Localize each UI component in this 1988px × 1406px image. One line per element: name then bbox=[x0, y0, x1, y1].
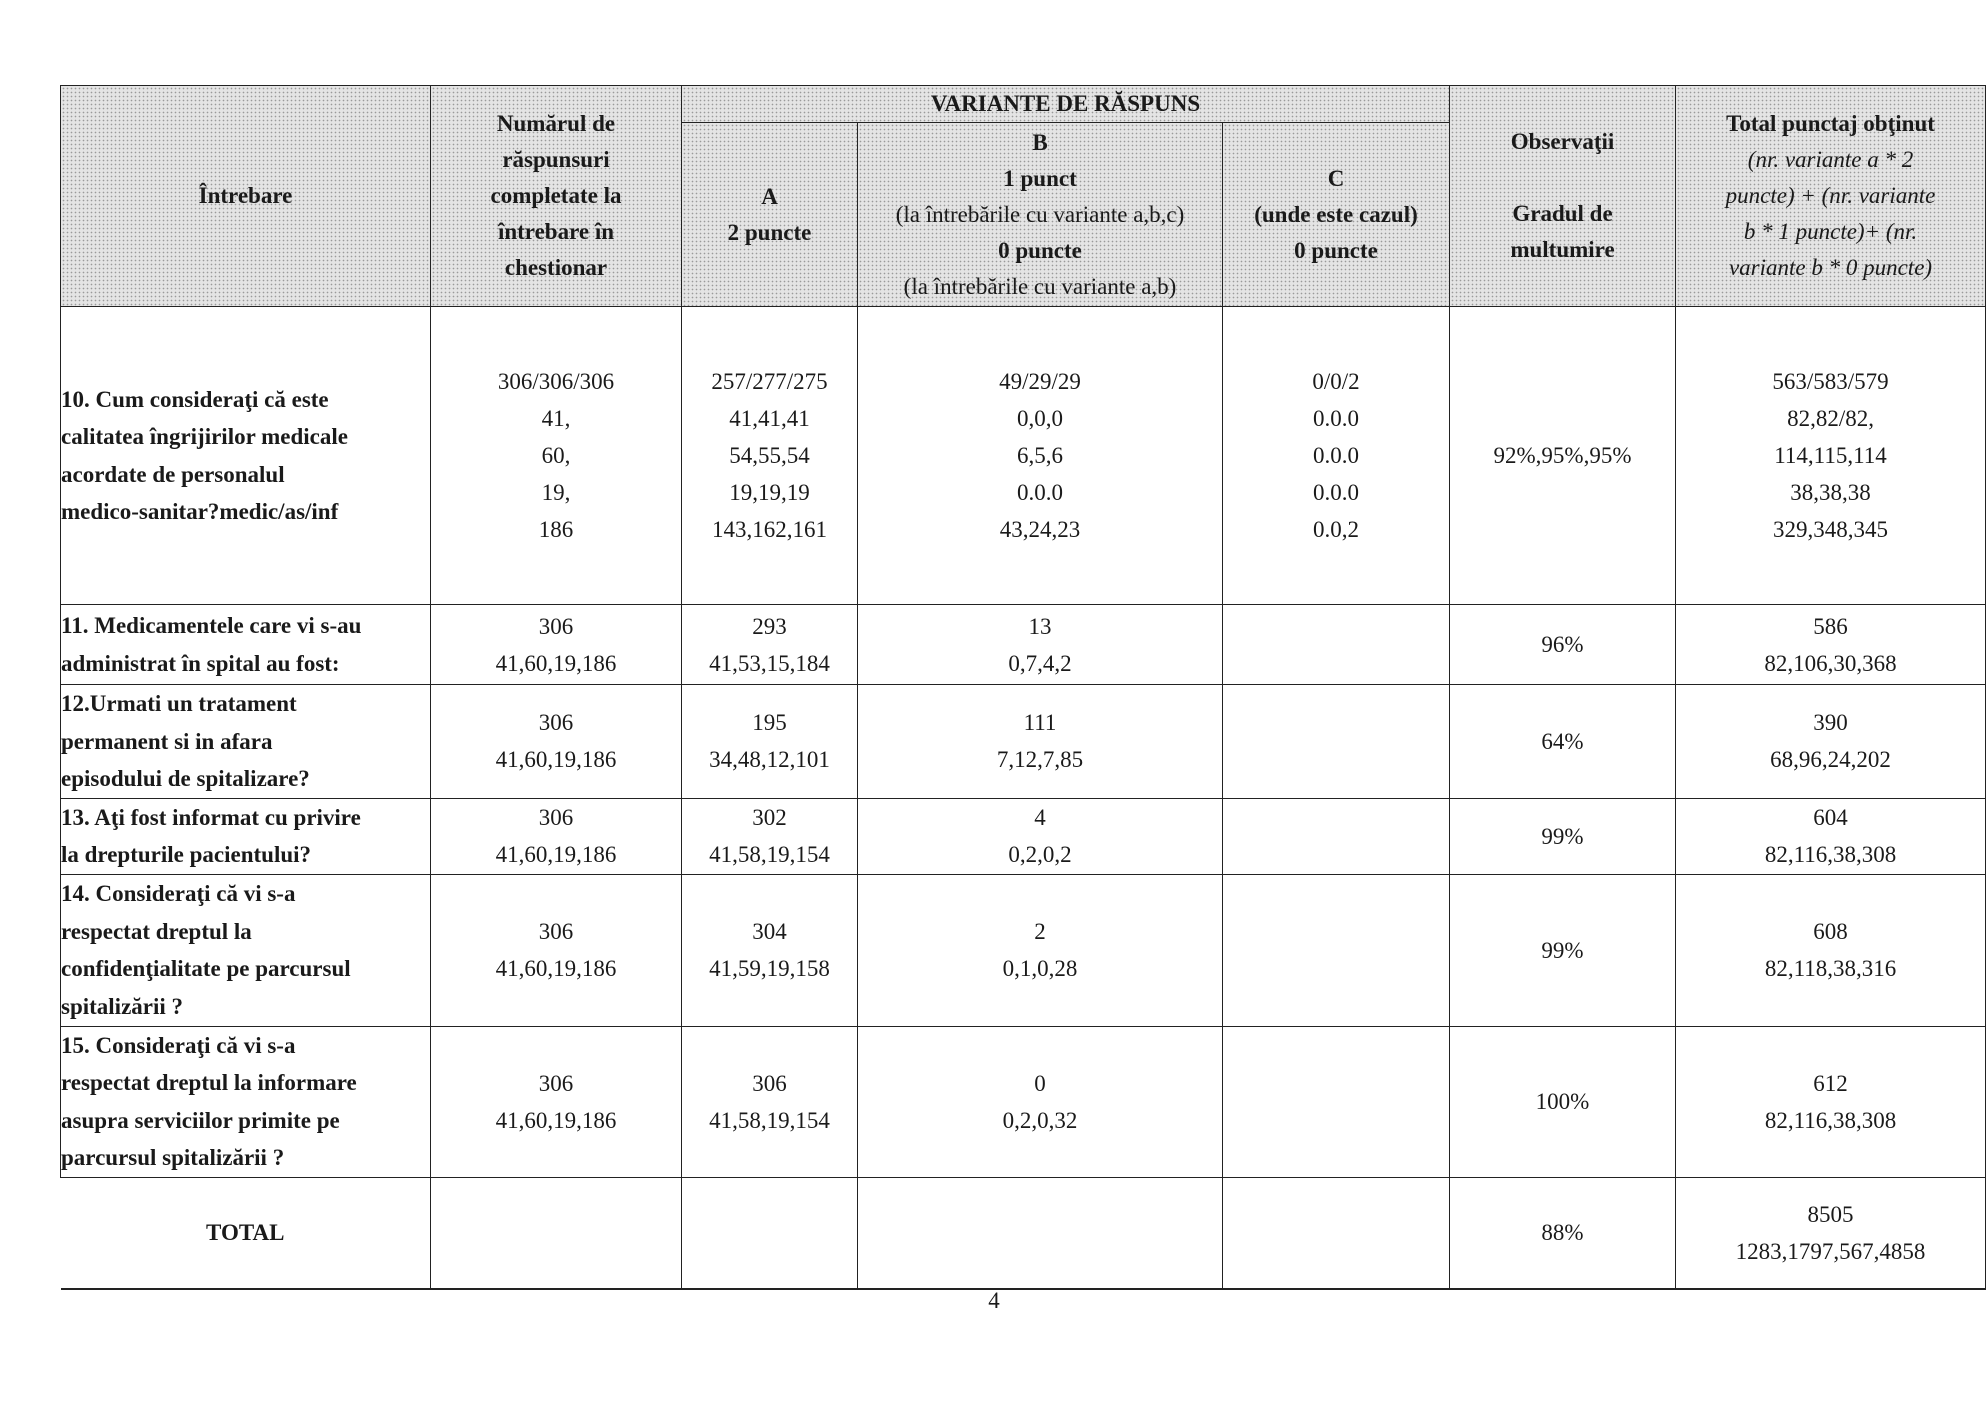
value-line: 0.0.0 bbox=[1313, 443, 1359, 468]
question-cell bbox=[61, 874, 431, 1026]
value-line: 92%,95%,95% bbox=[1493, 443, 1632, 468]
value-line: 306 bbox=[538, 1070, 574, 1096]
value-line: 41,60,19,186 bbox=[495, 842, 617, 867]
value-line: 329,348,345 bbox=[1773, 517, 1889, 542]
header-gradul-line: Gradul de bbox=[1512, 201, 1613, 226]
header-a-line: 2 puncte bbox=[727, 219, 812, 245]
value-line: 563/583/579 bbox=[1772, 369, 1889, 394]
header-variant-b bbox=[858, 123, 1223, 307]
value-line: 82,116,38,308 bbox=[1764, 842, 1897, 867]
value-line: 100% bbox=[1535, 1089, 1590, 1114]
value-line: 41,60,19,186 bbox=[495, 650, 617, 676]
table-row bbox=[61, 307, 1986, 605]
total-punctaj-cell bbox=[1676, 605, 1986, 685]
variant-a-cell bbox=[682, 798, 858, 874]
value-line: 68,96,24,202 bbox=[1770, 747, 1891, 773]
value-line: 0,1,0,28 bbox=[1002, 956, 1078, 981]
question-line: 14. Consideraţi că vi s-a bbox=[61, 881, 296, 906]
value-line: 64% bbox=[1541, 728, 1584, 754]
header-variant-a bbox=[682, 123, 858, 307]
variant-b-cell bbox=[858, 605, 1223, 685]
header-intrebare: Întrebare bbox=[61, 86, 431, 307]
value-line: 143,162,161 bbox=[712, 517, 827, 542]
value-line: 2 bbox=[1034, 919, 1046, 944]
question-line: permanent si in afara bbox=[61, 728, 273, 754]
numar-cell bbox=[431, 685, 682, 799]
variant-b-cell bbox=[858, 1177, 1223, 1289]
question-line: 12.Urmati un tratament bbox=[61, 691, 297, 716]
header-total-formula-line: b * 1 puncte)+ (nr. bbox=[1743, 219, 1918, 244]
header-numarul-line: chestionar bbox=[504, 255, 608, 280]
question-cell bbox=[61, 685, 431, 799]
value-line: 0/0/2 bbox=[1312, 369, 1360, 394]
variant-c-cell bbox=[1223, 685, 1450, 799]
table-row bbox=[61, 685, 1986, 799]
value-line: 0,2,0,2 bbox=[1008, 842, 1072, 867]
header-numarul-line: răspunsuri bbox=[502, 147, 610, 172]
total-row bbox=[61, 1177, 1986, 1289]
numar-cell bbox=[431, 1177, 682, 1289]
header-numarul-line: completate la bbox=[490, 183, 622, 208]
table-row bbox=[61, 605, 1986, 685]
survey-results-table bbox=[60, 85, 1986, 1290]
variant-b-cell bbox=[858, 685, 1223, 799]
header-numarul-line: Numărul de bbox=[496, 111, 616, 136]
question-line: calitatea îngrijirilor medicale bbox=[61, 424, 348, 449]
variant-c-cell bbox=[1223, 1026, 1450, 1177]
value-line: 41,60,19,186 bbox=[495, 956, 617, 981]
grad-multumire-cell bbox=[1450, 605, 1676, 685]
value-line: 82,82/82, bbox=[1787, 406, 1874, 431]
header-variante-de-raspuns: VARIANTE DE RĂSPUNS bbox=[682, 86, 1450, 123]
question-line: 11. Medicamentele care vi s-au bbox=[61, 613, 362, 638]
question-cell bbox=[61, 307, 431, 605]
variant-c-cell bbox=[1223, 874, 1450, 1026]
value-line: 0.0.0 bbox=[1313, 480, 1359, 505]
header-b-points: 1 punct bbox=[1003, 165, 1077, 191]
table-row bbox=[61, 874, 1986, 1026]
value-line: 304 bbox=[752, 919, 787, 944]
value-line: 38,38,38 bbox=[1790, 480, 1871, 505]
table-row bbox=[61, 798, 1986, 874]
question-line: 15. Consideraţi că vi s-a bbox=[61, 1032, 296, 1058]
value-line: 306 bbox=[752, 1070, 787, 1096]
value-line: 306 bbox=[538, 805, 574, 830]
numar-cell bbox=[431, 605, 682, 685]
question-line: respectat dreptul la informare bbox=[61, 1070, 357, 1095]
value-line: 0.0.0 bbox=[1017, 480, 1063, 505]
value-line: 41, bbox=[541, 406, 571, 431]
total-punctaj-cell bbox=[1676, 307, 1986, 605]
value-line: 0,0,0 bbox=[1017, 406, 1063, 431]
question-line: 13. Aţi fost informat cu privire bbox=[61, 804, 361, 830]
variant-a-cell bbox=[682, 1026, 858, 1177]
variant-b-cell bbox=[858, 1026, 1223, 1177]
grad-multumire-cell bbox=[1450, 798, 1676, 874]
value-line: 49/29/29 bbox=[999, 369, 1081, 394]
header-a-line: A bbox=[761, 183, 778, 209]
numar-cell bbox=[431, 307, 682, 605]
header-observatii-gradul bbox=[1450, 86, 1676, 307]
value-line: 41,60,19,186 bbox=[495, 1107, 617, 1133]
header-b-zero-points: 0 puncte bbox=[998, 237, 1082, 263]
table-row bbox=[61, 1026, 1986, 1177]
value-line: 604 bbox=[1813, 805, 1848, 830]
question-cell bbox=[61, 798, 431, 874]
value-line: 82,118,38,316 bbox=[1764, 956, 1897, 981]
value-line: 0.0.0 bbox=[1313, 406, 1359, 431]
question-line: episodului de spitalizare? bbox=[61, 766, 310, 791]
variant-a-cell bbox=[682, 1177, 858, 1289]
header-total-formula-line: (nr. variante a * 2 bbox=[1747, 147, 1914, 172]
value-line: 82,116,38,308 bbox=[1764, 1107, 1897, 1133]
question-line: confidenţialitate pe parcursul bbox=[61, 956, 351, 981]
question-line: asupra serviciilor primite pe bbox=[61, 1107, 340, 1133]
question-line: parcursul spitalizării ? bbox=[61, 1145, 285, 1170]
page-number: 4 bbox=[988, 1288, 1000, 1313]
value-line: 0,7,4,2 bbox=[1008, 650, 1072, 676]
question-line: spitalizării ? bbox=[61, 993, 184, 1019]
header-c-letter: C bbox=[1327, 165, 1345, 191]
value-line: 41,41,41 bbox=[729, 406, 810, 431]
variant-c-cell bbox=[1223, 605, 1450, 685]
variant-c-cell bbox=[1223, 307, 1450, 605]
variant-a-cell bbox=[682, 874, 858, 1026]
question-line: medico-sanitar?medic/as/inf bbox=[61, 499, 339, 524]
value-line: 586 bbox=[1813, 613, 1848, 639]
grad-multumire-cell bbox=[1450, 1026, 1676, 1177]
header-gradul-line: multumire bbox=[1510, 237, 1615, 262]
value-line: 7,12,7,85 bbox=[996, 747, 1084, 773]
value-line: 306/306/306 bbox=[497, 369, 615, 394]
value-line: 6,5,6 bbox=[1017, 443, 1063, 468]
header-numarul-raspunsuri bbox=[431, 86, 682, 307]
value-line: 60, bbox=[541, 443, 571, 468]
header-variant-c bbox=[1223, 123, 1450, 307]
grad-multumire-cell bbox=[1450, 1177, 1676, 1289]
value-line: 306 bbox=[538, 613, 574, 639]
value-line: 612 bbox=[1813, 1070, 1848, 1096]
question-line: la drepturile pacientului? bbox=[61, 842, 312, 867]
variant-a-cell bbox=[682, 685, 858, 799]
value-line: 306 bbox=[538, 919, 574, 944]
question-line: acordate de personalul bbox=[61, 461, 285, 487]
header-c-points: 0 puncte bbox=[1294, 237, 1378, 263]
numar-cell bbox=[431, 798, 682, 874]
header-numarul-line: întrebare în bbox=[497, 219, 615, 244]
variant-b-cell bbox=[858, 874, 1223, 1026]
total-punctaj-cell bbox=[1676, 874, 1986, 1026]
grad-multumire-cell bbox=[1450, 307, 1676, 605]
value-line: 0 bbox=[1034, 1070, 1046, 1096]
value-line: 41,58,19,154 bbox=[709, 842, 830, 867]
value-line: 111 bbox=[1023, 710, 1057, 736]
header-total-title: Total punctaj obţinut bbox=[1726, 111, 1935, 136]
header-total-punctaj bbox=[1676, 86, 1986, 307]
variant-b-cell bbox=[858, 798, 1223, 874]
value-line: 41,53,15,184 bbox=[709, 650, 830, 676]
value-line: 186 bbox=[538, 517, 574, 542]
question-cell bbox=[61, 605, 431, 685]
value-line: 13 bbox=[1028, 613, 1052, 639]
value-line: 306 bbox=[538, 710, 574, 736]
header-total-formula-line: variante b * 0 puncte) bbox=[1728, 255, 1933, 280]
value-line: 96% bbox=[1541, 632, 1584, 657]
value-line: 8505 bbox=[1807, 1201, 1854, 1227]
value-line: 19,19,19 bbox=[729, 480, 810, 505]
question-line: administrat în spital au fost: bbox=[61, 650, 340, 676]
value-line: 293 bbox=[752, 613, 787, 639]
total-punctaj-cell bbox=[1676, 1177, 1986, 1289]
header-b-note: (la întrebările cu variante a,b) bbox=[903, 273, 1177, 299]
grad-multumire-cell bbox=[1450, 685, 1676, 799]
total-punctaj-cell bbox=[1676, 685, 1986, 799]
value-line: 257/277/275 bbox=[711, 369, 828, 394]
value-line: 41,60,19,186 bbox=[495, 747, 617, 773]
value-line: 390 bbox=[1813, 710, 1848, 736]
value-line: 608 bbox=[1813, 919, 1848, 944]
numar-cell bbox=[431, 874, 682, 1026]
value-line: 302 bbox=[752, 805, 787, 830]
value-line: 99% bbox=[1541, 823, 1584, 849]
header-b-letter: B bbox=[1032, 129, 1048, 155]
header-b-note: (la întrebările cu variante a,b,c) bbox=[895, 201, 1185, 227]
total-punctaj-cell bbox=[1676, 798, 1986, 874]
total-label: TOTAL bbox=[61, 1177, 431, 1289]
variant-a-cell bbox=[682, 605, 858, 685]
value-line: 19, bbox=[541, 480, 571, 505]
value-line: 41,58,19,154 bbox=[709, 1107, 830, 1133]
value-line: 99% bbox=[1541, 937, 1584, 963]
value-line: 114,115,114 bbox=[1774, 443, 1887, 468]
value-line: 34,48,12,101 bbox=[709, 747, 830, 773]
value-line: 82,106,30,368 bbox=[1764, 650, 1897, 676]
header-c-note: (unde este cazul) bbox=[1254, 201, 1418, 227]
grad-multumire-cell bbox=[1450, 874, 1676, 1026]
question-line: 10. Cum consideraţi că este bbox=[61, 386, 329, 412]
value-line: 41,59,19,158 bbox=[709, 956, 830, 981]
value-line: 195 bbox=[752, 710, 787, 736]
value-line: 88% bbox=[1541, 1220, 1584, 1246]
value-line: 1283,1797,567,4858 bbox=[1735, 1238, 1926, 1264]
header-observatii: Observaţii bbox=[1510, 129, 1615, 154]
numar-cell bbox=[431, 1026, 682, 1177]
question-cell bbox=[61, 1026, 431, 1177]
variant-a-cell bbox=[682, 307, 858, 605]
value-line: 54,55,54 bbox=[729, 443, 810, 468]
value-line: 0.0,2 bbox=[1313, 517, 1359, 542]
question-line: respectat dreptul la bbox=[61, 918, 252, 944]
header-total-formula-line: puncte) + (nr. variante bbox=[1725, 183, 1936, 208]
total-punctaj-cell bbox=[1676, 1026, 1986, 1177]
value-line: 4 bbox=[1034, 805, 1046, 830]
variant-c-cell bbox=[1223, 798, 1450, 874]
variant-b-cell bbox=[858, 307, 1223, 605]
value-line: 43,24,23 bbox=[999, 517, 1081, 542]
value-line: 0,2,0,32 bbox=[1002, 1107, 1078, 1133]
variant-c-cell bbox=[1223, 1177, 1450, 1289]
